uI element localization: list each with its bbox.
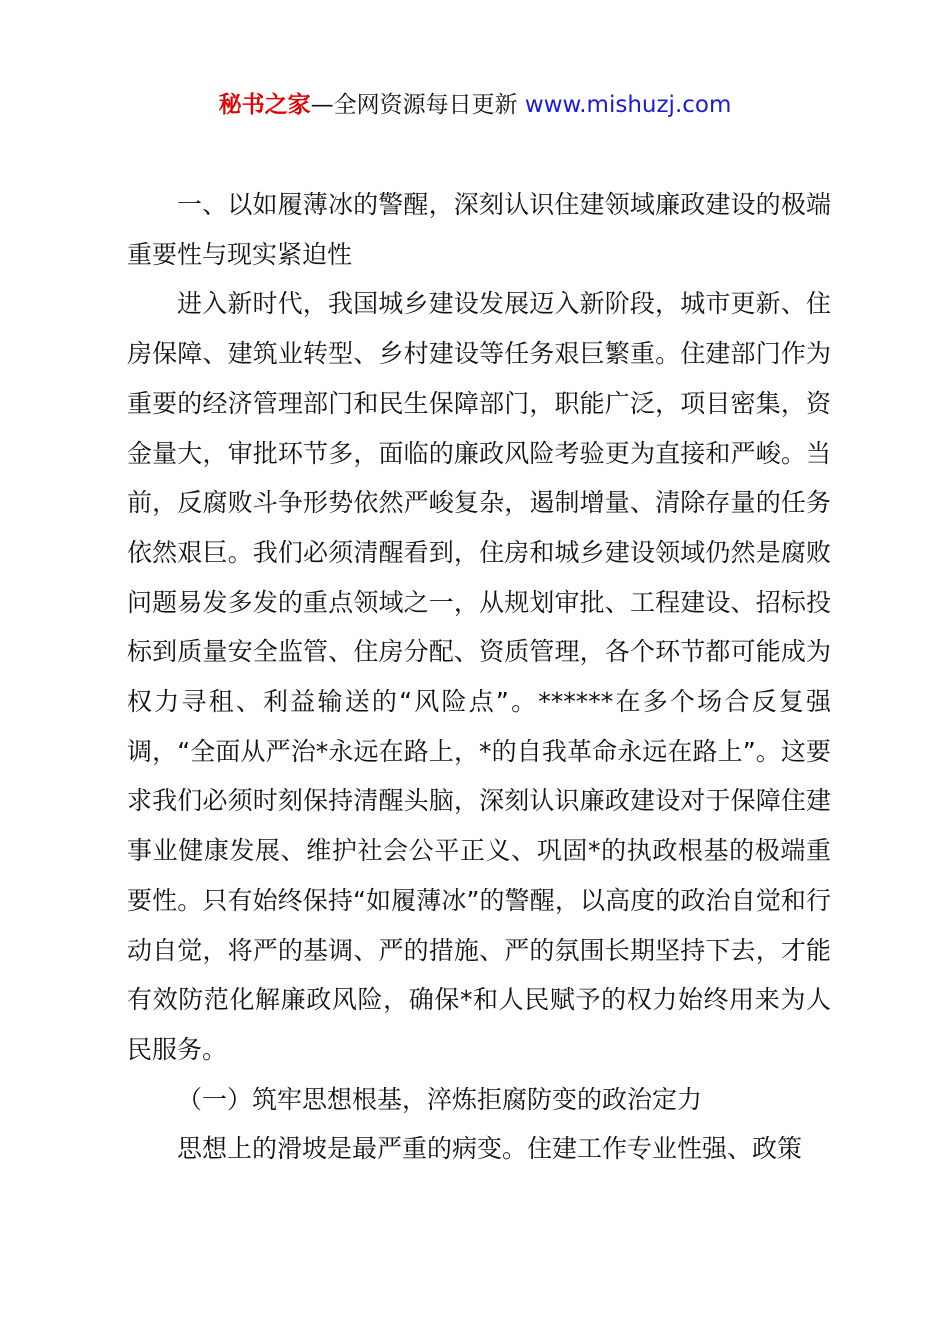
site-url-link[interactable]: www.mishuzj.com (524, 92, 732, 118)
site-header (0, 88, 950, 122)
site-brand: 秘书之家 (218, 92, 311, 118)
body-paragraph: 思想上的滑坡是最严重的病变。住建工作专业性强、政策 (177, 1134, 803, 1164)
site-tagline: —全网资源每日更新 (310, 92, 525, 118)
body-paragraph: 进入新时代，我国城乡建设发展迈入新阶段，城市更新、住房保障、建筑业转型、乡村建设等任务艰巨繁重。住建部门作为重要的经济管理部门和民生保障部门，职能广泛，项目密集，资金量大，审批环节多，面临的廉政风险考验更为直接和严峻。当前，反腐败斗争形势依然严峻复杂，遏制增量、清除存量的任务依然艰巨。我们必须清醒看到，住房和城乡建设领域仍然是腐败问题易发多发的重点领域之一，从规划审批、工程建设、招标投标到质量安全监管、住房分配、资质管理，各个环节都可能成为权力寻租、利益输送的“风险点”。******在多个场合反复强调，“全面从严治*永远在路上，*的自我革命永远在路上”。这要求我们必须时刻保持清醒头脑，深刻认识廉政建设对于保障住建事业健康发展、维护社会公平正义、巩固*的执政根基的极端重要性。只有始终保持“如履薄冰”的警醒，以高度的政治自觉和行动自觉，将严的基调、严的措施、严的氛围长期坚持下去，才能有效防范化解廉政风险，确保*和人民赋予的权力始终用来为人民服务。 (127, 289, 831, 1064)
subsection-heading: （一）筑牢思想根基，淬炼拒腐防变的政治定力 (177, 1084, 703, 1114)
document-body (127, 180, 831, 1174)
section-heading: 一、以如履薄冰的警醒，深刻认识住建领域廉政建设的极端重要性与现实紧迫性 (127, 190, 831, 269)
